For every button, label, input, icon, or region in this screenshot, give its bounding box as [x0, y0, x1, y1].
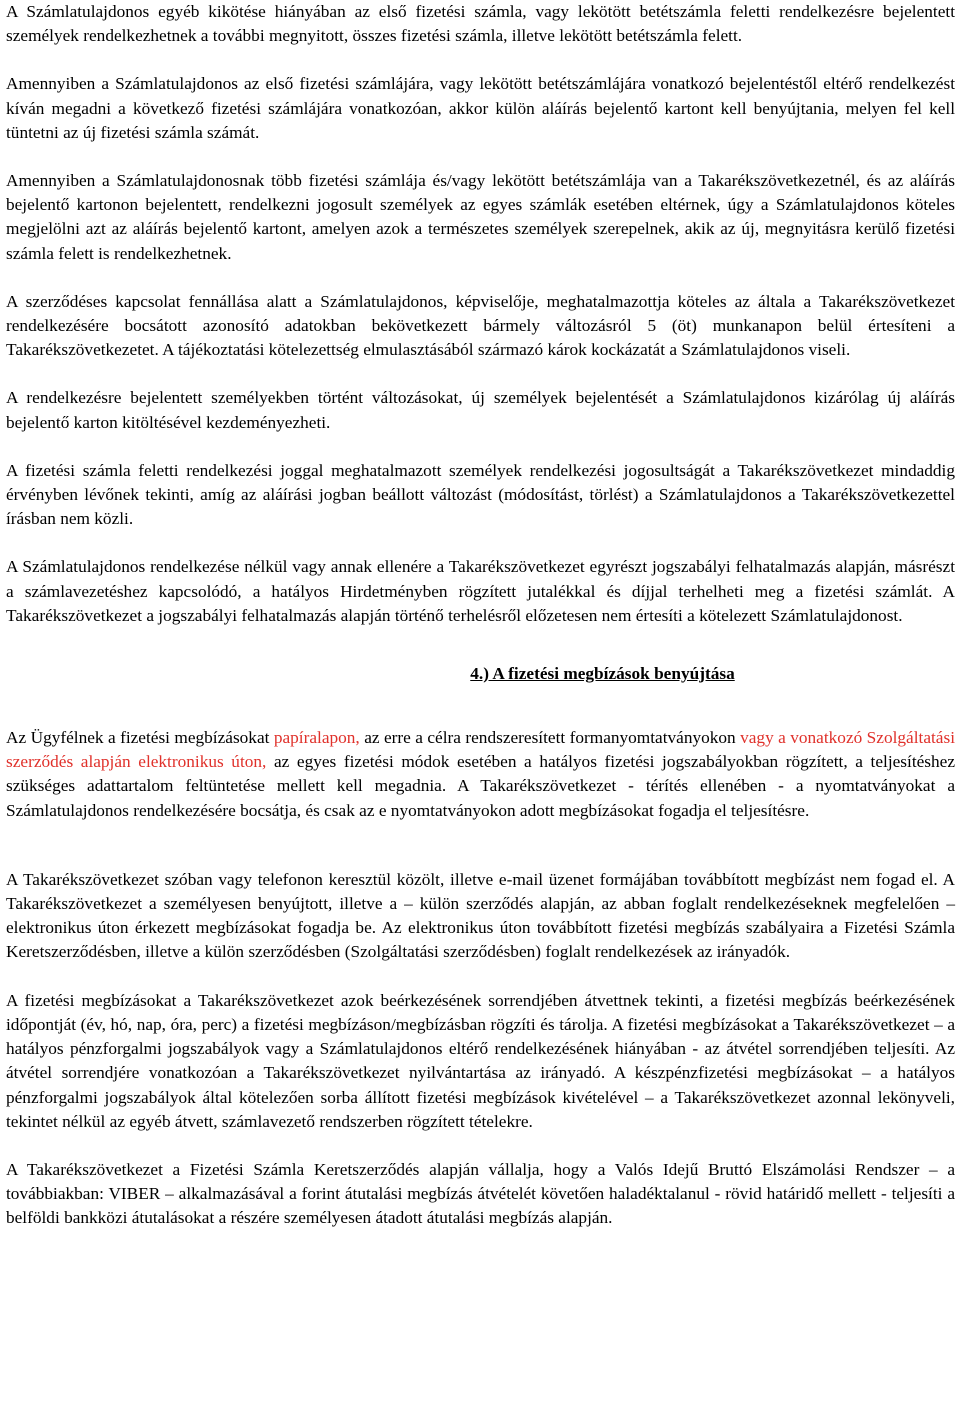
paragraph-8: [6, 726, 955, 823]
paragraph-2: Amennyiben a Számlatulajdonos az első fizetési számlájára, vagy lekötött betétszámlájára vonatkozó bejelentéstől eltérő rendelkezést kíván megadni a következő fizetési számlájára vonatkozóan, akkor külön aláírás bejelentő kartont kell benyújtania, melyen fel kell tüntetni az új fizetési számla számát.: [6, 74, 955, 142]
paragraph-8-text-1: Az Ügyfélnek a fizetési megbízásokat: [6, 728, 274, 748]
document-page: [6, 0, 955, 1231]
paragraph-9: A Takarékszövetkezet szóban vagy telefonon keresztül közölt, illetve e-mail üzenet formájában továbbított megbízást nem fogad el. A Takarékszövetkezet a személyesen benyújtott, illetve a – külön szerződés alapján, az abban foglalt rendelkezéseknek megfelelően – elektronikus úton érkezett megbízásokat fogadja be. Az elektronikus úton továbbított fizetési megbízás szabályaira a Fizetési Számla Keretszerződésben, illetve a külön szerződésben (Szolgáltatási szerződésben) foglalt rendelkezések az irányadók.: [6, 869, 955, 962]
section-heading: 4.) A fizetési megbízások benyújtása: [470, 664, 735, 684]
paragraph-7: A Számlatulajdonos rendelkezése nélkül vagy annak ellenére a Takarékszövetkezet egyrészt jogszabályi felhatalmazás alapján, másrészt a számlavezetéshez kapcsolódó, a hatályos Hirdetményben rögzített jutalékkal és díjjal terhelheti meg a fizetési számlát. A Takarékszövetkezet a jogszabályi felhatalmazás alapján történő terhelésről előzetesen nem értesíti a kötelezett Számlatulajdonost.: [6, 557, 955, 625]
paragraph-8-text-3: az egyes fizetési módok esetében a hatályos fizetési jogszabályokban rögzített, a teljesítéshez szükséges adattartalom feltüntetése mellett kell megadnia. A Takarékszövetkezet - térítés ellenében - a nyomtatványokat a Számlatulajdonos rendelkezésére bocsátja, és csak az e nyomtatványokon adott megbízásokat fogadja el teljesítésre.: [6, 752, 956, 820]
paragraph-6: A fizetési számla feletti rendelkezési joggal meghatalmazott személyek rendelkezési jogosultságát a Takarékszövetkezet mindaddig érvényben lévőnek tekinti, amíg az aláírási jogban beállott változást (módosítást, törlést) a Számlatulajdonos a Takarékszövetkezettel írásban nem közli.: [6, 460, 955, 529]
paragraph-3: Amennyiben a Számlatulajdonosnak több fizetési számlája és/vagy lekötött betétszámlája van a Takarékszövetkezetnél, és az aláírás bejelentő kartonon bejelentett, rendelkezni jogosult személyek az egyes számlák esetében eltérnek, úgy a Számlatulajdonos köteles megjelölni azt az aláírás bejelentő kartont, amelyen azok a természetes személyek szerepelnek, akik az új, megnyitásra kerülő fizetési számla felett is rendelkezhetnek.: [6, 171, 955, 263]
paragraph-8-highlight-electronic: vagy a vonatkozó Szolgáltatási szerződés alapján elektronikus úton,: [6, 728, 955, 772]
paragraph-10: A fizetési megbízásokat a Takarékszövetkezet azok beérkezésének sorrendjében átvettnek tekinti, a fizetési megbízás beérkezésének időpontját (év, hó, nap, óra, perc) a fizetési megbízáson/megbízásban rögzíti és tárolja. A fizetési megbízásokat a Takarékszövetkezet – a hatályos pénzforgalmi jogszabályok vagy a Számlatulajdonos eltérő rendelkezésének hiányában - az átvétel sorrendjében teljesíti. Az átvétel sorrendjére vonatkozóan a Takarékszövetkezet nyilvántartása az irányadó. A készpénzfizetési megbízásokat – a hatályos pénzforgalmi jogszabályok által kötelezően sorba állított fizetési megbízások kivételével – a Takarékszövetkezet azonnal lekönyveli, tekintet nélkül az egyéb átvett, számlavezető rendszerben rögzített tételekre.: [6, 990, 955, 1131]
paragraph-11: A Takarékszövetkezet a Fizetési Számla Keretszerződés alapján vállalja, hogy a Valós Idejű Bruttó Elszámolási Rendszer – a továbbiakban: VIBER – alkalmazásával a forint átutalási megbízás átvételét követően haladéktalanul - rövid határidő mellett - teljesíti a belföldi bankközi átutalásokat a részére személyesen átadott átutalási megbízás alapján.: [6, 1159, 955, 1228]
paragraph-1: A Számlatulajdonos egyéb kikötése hiányában az első fizetési számla, vagy lekötött betétszámla feletti rendelkezésre bejelentett személyek rendelkezhetnek a további megnyitott, összes fizetési számla, illetve lekötött betétszámla felett.: [6, 2, 955, 46]
paragraph-8-text-2: az erre a célra rendszeresített formanyomtatványokon: [359, 728, 741, 748]
paragraph-8-highlight-paper: papíralapon,: [273, 728, 360, 748]
paragraph-4: A szerződéses kapcsolat fennállása alatt a Számlatulajdonos, képviselője, meghatalmazottja köteles az általa a Takarékszövetkezet rendelkezésére bocsátott azonosító adatokban bekövetkezett bármely változásról 5 (öt) munkanapon belül értesíteni a Takarékszövetkezetet. A tájékoztatási kötelezettség elmulasztásából származó károk kockázatát a Számlatulajdonos viseli.: [6, 291, 955, 360]
paragraph-5: A rendelkezésre bejelentett személyekben történt változásokat, új személyek bejelentését a Számlatulajdonos kizárólag új aláírás bejelentő karton kitöltésével kezdeményezheti.: [6, 388, 955, 432]
